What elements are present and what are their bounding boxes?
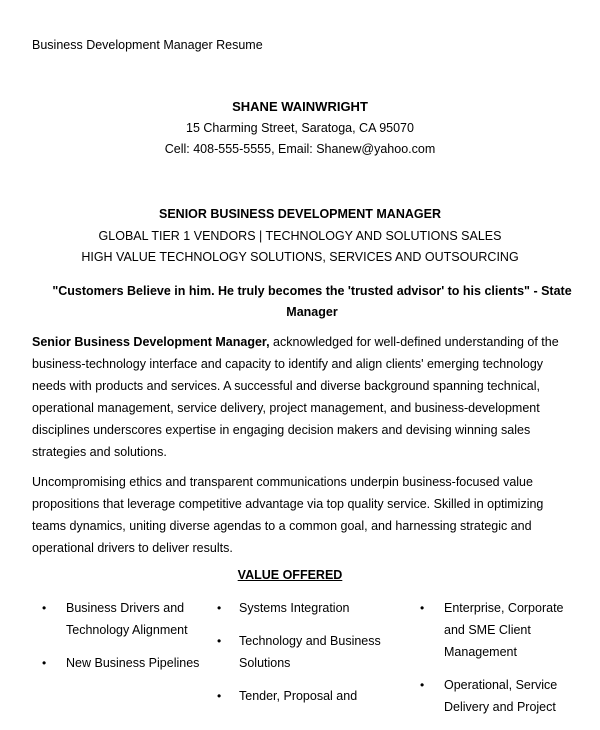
tagline-1: GLOBAL TIER 1 VENDORS | TECHNOLOGY AND SOLUTIONS SALES (98, 229, 502, 243)
list-item-text: Enterprise, Corporate and SME Client Management (444, 601, 564, 659)
list-item-text: Tender, Proposal and (239, 689, 358, 703)
list-item (420, 597, 584, 663)
bullet-icon: • (217, 601, 222, 615)
document-label: Business Development Manager Resume (32, 38, 263, 52)
candidate-name: SHANE WAINWRIGHT (232, 99, 368, 114)
list-item-text: Systems Integration (239, 601, 350, 615)
candidate-address: 15 Charming Street, Saratoga, CA 95070 (186, 121, 414, 135)
value-column-1 (42, 597, 201, 685)
list-item-text: Technology and Business Solutions (239, 634, 381, 670)
bullet-icon: • (42, 656, 47, 670)
bullet-icon: • (217, 634, 222, 648)
list-item (42, 597, 201, 641)
tagline-2: HIGH VALUE TECHNOLOGY SOLUTIONS, SERVICES AND OUTSOURCING (81, 250, 519, 264)
summary-paragraph-2: Uncompromising ethics and transparent communications underpin business-focused value propositions that leverage competitive advantage via top quality service. Skilled in optimizing teams dynamics, uniting diverse agendas to a common goal, and harnessing strategic and operational drivers to deliver results. (32, 475, 544, 555)
list-item (217, 597, 389, 619)
candidate-contact: Cell: 408-555-5555, Email: Shanew@yahoo.com (164, 142, 436, 156)
bullet-icon: • (42, 601, 47, 615)
summary-p1-text: acknowledged for well-defined understanding of the business-technology interface and capacity to identify and align clients' emerging technology needs with products and services. A successful and diverse background spanning technical, operational management, service delivery, project management, and business-development disciplines underscores expertise in engaging decision makers and devising winning sales strategies and solutions. (32, 335, 559, 459)
list-item-text: Operational, Service Delivery and Project (444, 678, 558, 714)
value-column-3 (420, 597, 584, 729)
list-item (217, 630, 389, 674)
list-item (217, 685, 389, 707)
list-item (42, 652, 201, 674)
bullet-icon: • (420, 601, 425, 615)
value-offered-heading: VALUE OFFERED (237, 568, 343, 582)
list-item (420, 674, 584, 718)
list-item-text: New Business Pipelines (66, 656, 200, 670)
bullet-icon: • (420, 678, 425, 692)
bullet-icon: • (217, 689, 222, 703)
value-column-2 (217, 597, 389, 718)
role-title: SENIOR BUSINESS DEVELOPMENT MANAGER (159, 207, 441, 221)
testimonial-quote: "Customers Believe in him. He truly becomes the 'trusted advisor' to his clients" - State Manager (52, 284, 572, 319)
summary-lead: Senior Business Development Manager, (32, 335, 270, 349)
list-item-text: Business Drivers and Technology Alignment (66, 601, 188, 637)
summary-paragraph-1 (32, 331, 572, 463)
